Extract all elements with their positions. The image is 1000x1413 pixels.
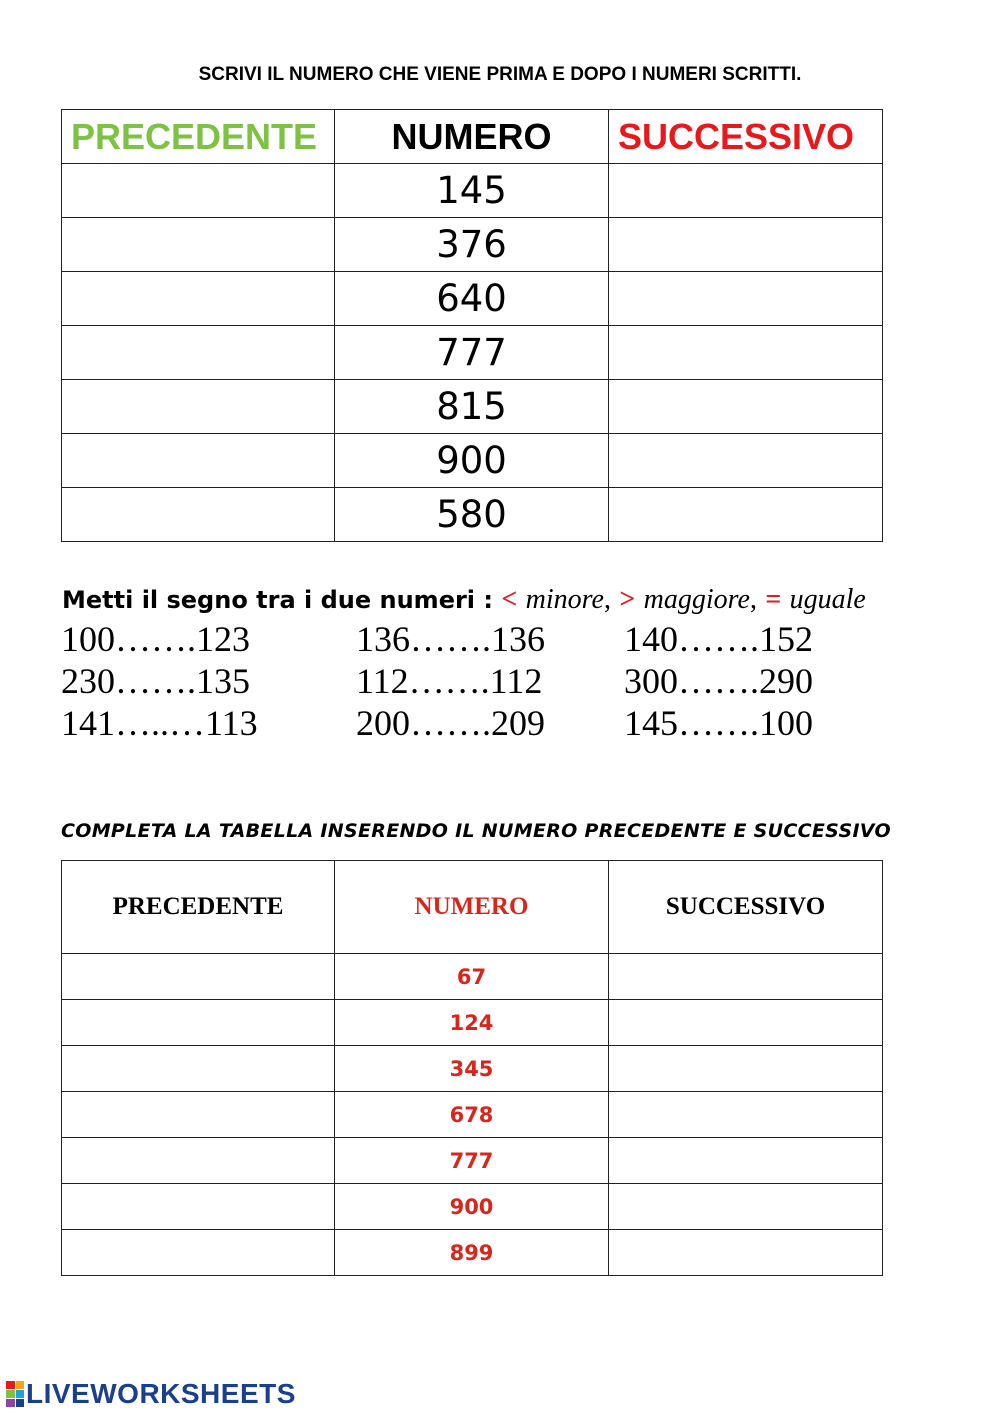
answer-cell-precedente[interactable] bbox=[62, 434, 335, 488]
comparison-item[interactable]: 141…..…113 bbox=[61, 703, 258, 743]
number-cell: 67 bbox=[335, 954, 609, 1000]
table-row bbox=[62, 1230, 883, 1276]
header-successivo: SUCCESSIVO bbox=[609, 861, 883, 954]
table-row bbox=[62, 1184, 883, 1230]
number-cell: 777 bbox=[335, 1138, 609, 1184]
table-row bbox=[62, 1046, 883, 1092]
header-precedente: PRECEDENTE bbox=[62, 110, 335, 164]
table-row bbox=[62, 326, 883, 380]
number-cell: 580 bbox=[335, 488, 609, 542]
number-cell: 815 bbox=[335, 380, 609, 434]
equals-symbol: = bbox=[765, 584, 782, 615]
predecessor-successor-table-2 bbox=[61, 860, 883, 1276]
answer-cell-successivo[interactable] bbox=[609, 488, 883, 542]
answer-cell-successivo[interactable] bbox=[609, 954, 883, 1000]
answer-cell-successivo[interactable] bbox=[609, 1000, 883, 1046]
answer-cell-successivo[interactable] bbox=[609, 326, 883, 380]
comparison-item[interactable]: 300…….290 bbox=[624, 661, 813, 701]
greater-than-symbol: > bbox=[619, 584, 636, 615]
answer-cell-successivo[interactable] bbox=[609, 434, 883, 488]
table-row bbox=[62, 434, 883, 488]
answer-cell-precedente[interactable] bbox=[62, 272, 335, 326]
table-row bbox=[62, 488, 883, 542]
table-row bbox=[62, 272, 883, 326]
less-than-symbol: < bbox=[501, 584, 518, 615]
comparison-instruction: Metti il segno tra i due numeri : < minore, > maggiore, = uguale bbox=[62, 584, 866, 615]
table-row bbox=[62, 380, 883, 434]
answer-cell-successivo[interactable] bbox=[609, 1046, 883, 1092]
answer-cell-precedente[interactable] bbox=[62, 1000, 335, 1046]
table-header-row bbox=[62, 861, 883, 954]
number-cell: 678 bbox=[335, 1092, 609, 1138]
answer-cell-precedente[interactable] bbox=[62, 488, 335, 542]
header-successivo: SUCCESSIVO bbox=[609, 110, 883, 164]
predecessor-successor-table-1 bbox=[61, 109, 883, 542]
comparison-item[interactable]: 136…….136 bbox=[356, 619, 545, 659]
answer-cell-successivo[interactable] bbox=[609, 272, 883, 326]
number-cell: 345 bbox=[335, 1046, 609, 1092]
number-cell: 145 bbox=[335, 164, 609, 218]
comparison-item[interactable]: 200…….209 bbox=[356, 703, 545, 743]
table-row bbox=[62, 1000, 883, 1046]
comparison-item[interactable]: 100…….123 bbox=[61, 619, 250, 659]
liveworksheets-logo[interactable] bbox=[6, 1379, 296, 1409]
answer-cell-precedente[interactable] bbox=[62, 218, 335, 272]
table-header-row bbox=[62, 110, 883, 164]
number-cell: 640 bbox=[335, 272, 609, 326]
answer-cell-successivo[interactable] bbox=[609, 218, 883, 272]
answer-cell-successivo[interactable] bbox=[609, 1230, 883, 1276]
answer-cell-precedente[interactable] bbox=[62, 380, 335, 434]
number-cell: 900 bbox=[335, 434, 609, 488]
legend-word-uguale: uguale bbox=[789, 584, 866, 615]
header-precedente: PRECEDENTE bbox=[62, 861, 335, 954]
comparison-item[interactable]: 140…….152 bbox=[624, 619, 813, 659]
table-row bbox=[62, 954, 883, 1000]
header-numero: NUMERO bbox=[335, 110, 609, 164]
table-row bbox=[62, 164, 883, 218]
legend-word-minore: minore bbox=[525, 584, 604, 615]
answer-cell-precedente[interactable] bbox=[62, 1230, 335, 1276]
answer-cell-precedente[interactable] bbox=[62, 954, 335, 1000]
number-cell: 899 bbox=[335, 1230, 609, 1276]
number-cell: 777 bbox=[335, 326, 609, 380]
answer-cell-successivo[interactable] bbox=[609, 164, 883, 218]
answer-cell-precedente[interactable] bbox=[62, 164, 335, 218]
answer-cell-precedente[interactable] bbox=[62, 326, 335, 380]
comparison-item[interactable]: 112…….112 bbox=[356, 661, 543, 701]
answer-cell-precedente[interactable] bbox=[62, 1184, 335, 1230]
section3-title: COMPLETA LA TABELLA INSERENDO IL NUMERO PRECEDENTE E SUCCESSIVO bbox=[61, 820, 891, 842]
answer-cell-precedente[interactable] bbox=[62, 1092, 335, 1138]
answer-cell-precedente[interactable] bbox=[62, 1046, 335, 1092]
header-numero: NUMERO bbox=[335, 861, 609, 954]
section1-title: SCRIVI IL NUMERO CHE VIENE PRIMA E DOPO I NUMERI SCRITTI. bbox=[198, 64, 802, 85]
table-row bbox=[62, 1092, 883, 1138]
comparison-item[interactable]: 145…….100 bbox=[624, 703, 813, 743]
number-cell: 124 bbox=[335, 1000, 609, 1046]
logo-mark-icon bbox=[6, 1381, 24, 1407]
legend-word-maggiore: maggiore bbox=[643, 584, 750, 615]
number-cell: 376 bbox=[335, 218, 609, 272]
answer-cell-precedente[interactable] bbox=[62, 1138, 335, 1184]
table-row bbox=[62, 218, 883, 272]
answer-cell-successivo[interactable] bbox=[609, 1092, 883, 1138]
logo-text: LIVEWORKSHEETS bbox=[26, 1378, 296, 1409]
table-row bbox=[62, 1138, 883, 1184]
answer-cell-successivo[interactable] bbox=[609, 380, 883, 434]
number-cell: 900 bbox=[335, 1184, 609, 1230]
answer-cell-successivo[interactable] bbox=[609, 1138, 883, 1184]
answer-cell-successivo[interactable] bbox=[609, 1184, 883, 1230]
comparison-item[interactable]: 230…….135 bbox=[61, 661, 250, 701]
instruction-text: Metti il segno tra i due numeri : bbox=[62, 586, 493, 614]
